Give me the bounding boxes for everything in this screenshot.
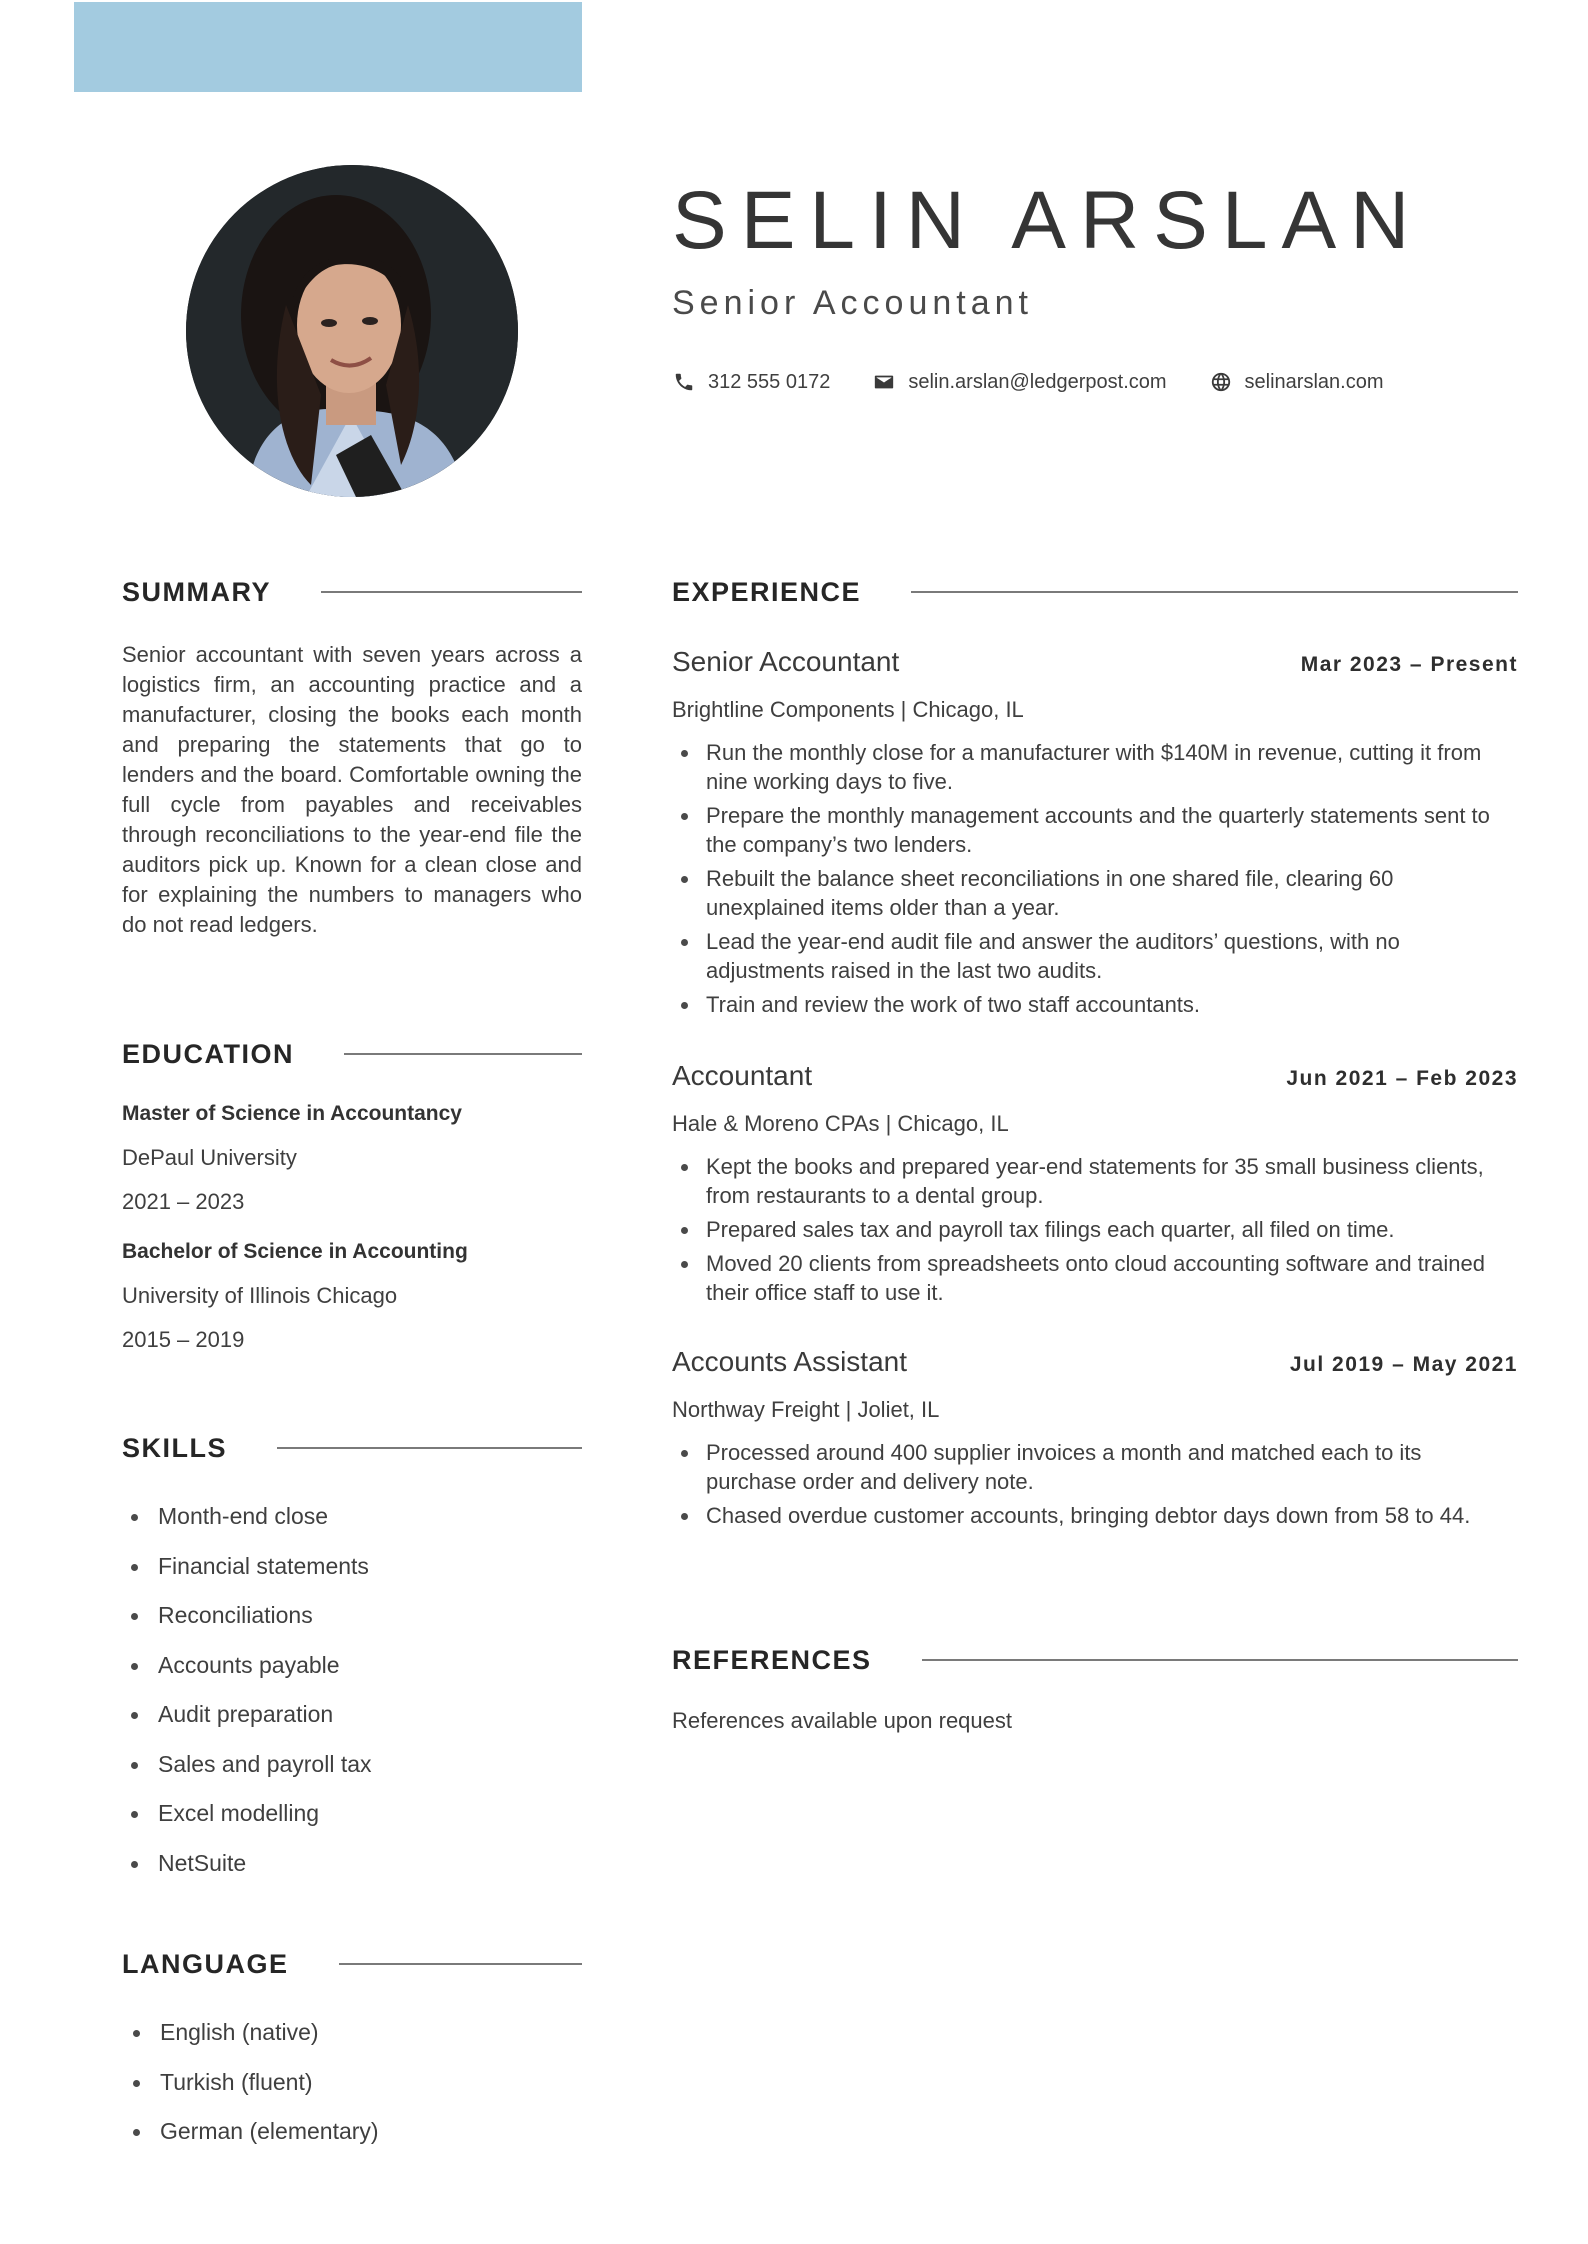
divider [911,591,1518,593]
phone-text: 312 555 0172 [708,370,831,393]
references-heading [672,1642,1518,1678]
accent-bar [74,2,582,92]
job-bullets [672,1152,1518,1307]
references-heading-label: REFERENCES [672,1644,872,1675]
job-bullet: Train and review the work of two staff accountants. [672,990,1518,1019]
email-text: selin.arslan@ledgerpost.com [908,370,1167,393]
job-entry [672,646,1518,1024]
language-item: German (elementary) [124,2117,584,2167]
degree: Bachelor of Science in Accounting [122,1240,468,1263]
years: 2021 – 2023 [122,1189,245,1214]
education-heading-label: EDUCATION [122,1038,294,1069]
job-company: Hale & Moreno CPAs | Chicago, IL [672,1111,1009,1136]
education-entry [122,1100,582,1216]
envelope-icon [872,370,896,394]
job-entry [672,1060,1518,1312]
job-header [672,1060,1518,1092]
contact-bar [672,370,1426,394]
references-text: References available upon request [672,1708,1013,1733]
divider [321,591,582,593]
skill-item: Excel modelling [122,1799,582,1849]
skill-item: Accounts payable [122,1651,582,1701]
job-header [672,1346,1518,1378]
summary-heading [122,574,582,610]
skill-item: Audit preparation [122,1700,582,1750]
phone-icon [672,370,696,394]
degree: Master of Science in Accountancy [122,1102,462,1125]
language-item: Turkish (fluent) [124,2068,584,2118]
contact-email[interactable] [872,370,1166,394]
globe-icon [1209,370,1233,394]
job-header [672,646,1518,678]
job-entry [672,1346,1518,1535]
education-list [122,1100,582,1354]
candidate-name: SELIN ARSLAN [672,175,1424,266]
divider [922,1659,1518,1661]
skills-list [122,1502,582,1898]
contact-website[interactable] [1209,370,1384,394]
job-bullet: Chased overdue customer accounts, bringing debtor days down from 58 to 44. [672,1501,1518,1530]
summary-heading-label: SUMMARY [122,576,271,607]
job-bullet: Lead the year-end audit file and answer the auditors’ questions, with no adjustments raised in the last two audits. [672,927,1518,985]
years: 2015 – 2019 [122,1327,245,1352]
job-bullet: Prepare the monthly management accounts and the quarterly statements sent to the company’s two lenders. [672,801,1518,859]
job-dates: Jun 2021 – Feb 2023 [1286,1067,1518,1090]
job-bullets [672,738,1518,1019]
website-text: selinarslan.com [1244,370,1384,393]
summary-text: Senior accountant with seven years across a logistics firm, an accounting practice and a manufacturer, closing the books each month and preparing the statements that go to lenders and the board. Comfortable owning the full cycle from payables and receivables through reconciliations to the year-end file the auditors pick up. Known for a clean close and for explaining the numbers to managers who do not read ledgers. [122,642,582,937]
education-heading [122,1036,582,1072]
job-company: Brightline Components | Chicago, IL [672,697,1024,722]
experience-heading [672,574,1518,610]
job-dates: Mar 2023 – Present [1300,653,1518,676]
job-role: Accountant [672,1060,813,1091]
skills-heading [122,1430,582,1466]
job-bullet: Kept the books and prepared year-end statements for 35 small business clients, from restaurants to a dental group. [672,1152,1518,1210]
divider [339,1963,583,1965]
job-bullet: Moved 20 clients from spreadsheets onto cloud accounting software and trained their office staff to use it. [672,1249,1518,1307]
candidate-title: Senior Accountant [672,284,1033,322]
language-heading-label: LANGUAGE [122,1948,289,1979]
language-item: English (native) [124,2018,584,2068]
skill-item: Financial statements [122,1552,582,1602]
language-list [124,2018,584,2167]
job-bullet: Processed around 400 supplier invoices a month and matched each to its purchase order and delivery note. [672,1438,1518,1496]
experience-heading-label: EXPERIENCE [672,576,862,607]
school: University of Illinois Chicago [122,1283,398,1308]
education-entry [122,1238,582,1354]
job-bullet: Run the monthly close for a manufacturer with $140M in revenue, cutting it from nine working days to five. [672,738,1518,796]
skill-item: NetSuite [122,1849,582,1899]
job-bullets [672,1438,1518,1530]
job-role: Accounts Assistant [672,1346,908,1377]
job-bullet: Prepared sales tax and payroll tax filings each quarter, all filed on time. [672,1215,1518,1244]
job-company: Northway Freight | Joliet, IL [672,1397,940,1422]
job-dates: Jul 2019 – May 2021 [1289,1353,1518,1376]
profile-photo [186,165,518,497]
contact-phone[interactable] [672,370,830,394]
portrait-image [186,165,518,497]
divider [277,1447,582,1449]
job-bullet: Rebuilt the balance sheet reconciliations in one shared file, clearing 60 unexplained items older than a year. [672,864,1518,922]
language-heading [122,1946,582,1982]
skill-item: Sales and payroll tax [122,1750,582,1800]
skill-item: Month-end close [122,1502,582,1552]
divider [344,1053,582,1055]
skill-item: Reconciliations [122,1601,582,1651]
school: DePaul University [122,1145,297,1170]
skills-heading-label: SKILLS [122,1432,228,1463]
job-role: Senior Accountant [672,646,900,677]
